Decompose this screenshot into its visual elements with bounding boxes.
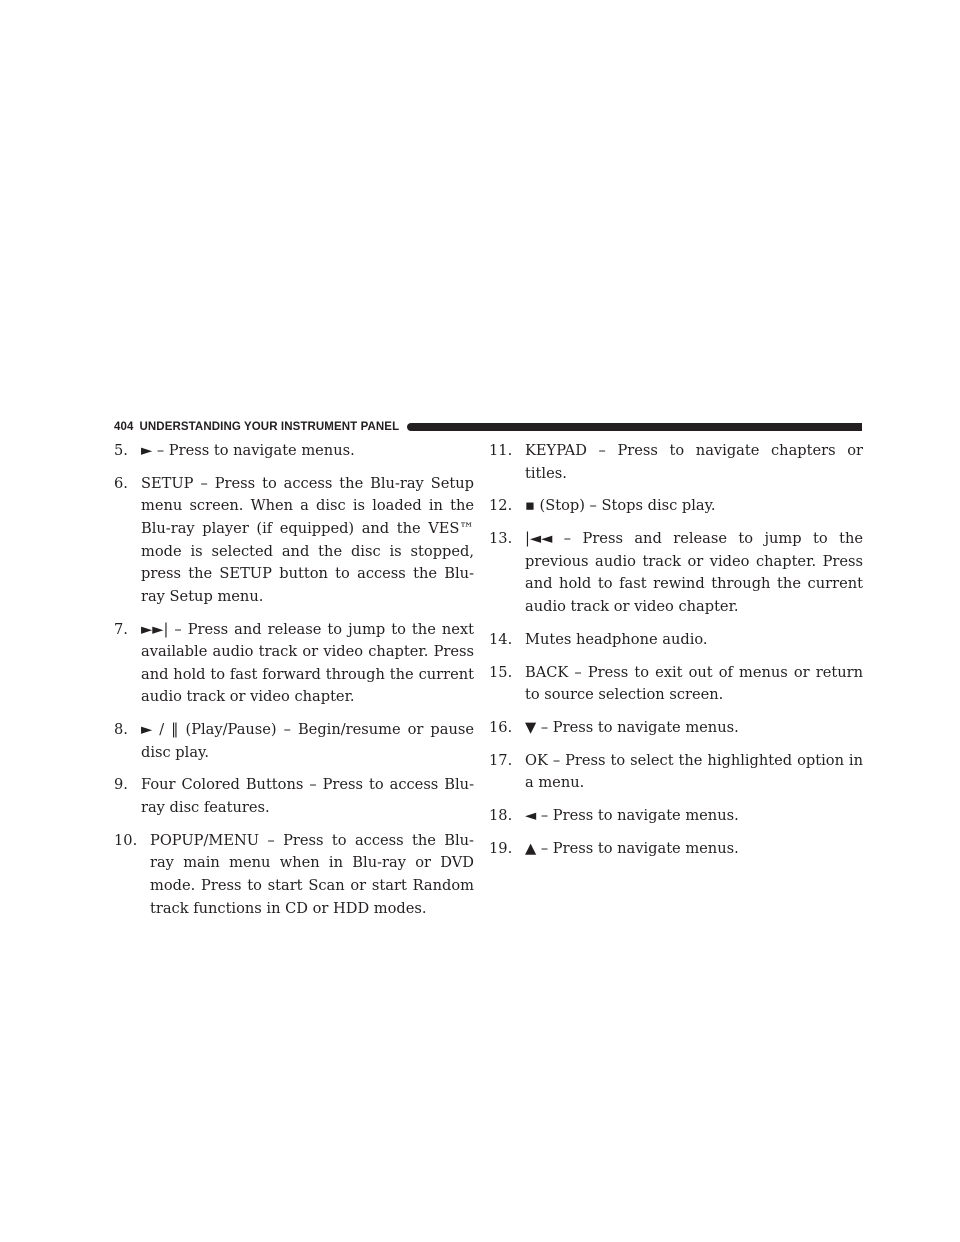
list-item xyxy=(489,750,863,795)
list-item xyxy=(489,629,863,652)
item-number: 12. xyxy=(489,497,513,515)
item-text: ◄ – Press to navigate menus. xyxy=(525,807,739,825)
list-item xyxy=(489,495,863,518)
list-item xyxy=(489,528,863,618)
item-text: OK – Press to select the highlighted option in a menu. xyxy=(525,751,863,792)
item-text: SETUP – Press to access the Blu-ray Setup menu screen. When a disc is loaded in the Blu-ray player (if equipped) and the VES™ mode is selected and the disc is stopped, press the SETUP button to access the Blu-ray Setup menu. xyxy=(141,474,474,605)
list-item xyxy=(114,774,474,819)
item-number: 18. xyxy=(489,807,513,825)
list-item xyxy=(114,830,474,920)
item-text: ▼ – Press to navigate menus. xyxy=(525,718,739,736)
item-number: 7. xyxy=(114,620,128,638)
list-item xyxy=(114,619,474,709)
item-text: ▪ (Stop) – Stops disc play. xyxy=(525,497,716,515)
item-number: 14. xyxy=(489,630,513,648)
item-number: 6. xyxy=(114,474,128,492)
item-number: 9. xyxy=(114,776,128,794)
item-text: Four Colored Buttons – Press to access Blu-ray disc features. xyxy=(141,776,474,817)
item-number: 13. xyxy=(489,530,513,548)
item-number: 17. xyxy=(489,751,513,769)
item-text: ► / ‖ (Play/Pause) – Begin/resume or pause disc play. xyxy=(141,721,474,761)
list-item xyxy=(489,805,863,828)
list-item xyxy=(114,719,474,764)
list-item xyxy=(489,838,863,861)
left-column xyxy=(114,440,474,930)
list-item xyxy=(114,473,474,609)
item-text: Mutes headphone audio. xyxy=(525,630,708,648)
list-item xyxy=(114,440,474,463)
item-text: BACK – Press to exit out of menus or return to source selection screen. xyxy=(525,663,863,704)
item-number: 16. xyxy=(489,718,513,736)
section-title: UNDERSTANDING YOUR INSTRUMENT PANEL xyxy=(139,421,400,433)
item-number: 11. xyxy=(489,442,513,459)
item-number: 15. xyxy=(489,663,513,681)
right-column xyxy=(489,440,863,871)
item-number: 19. xyxy=(489,839,513,857)
item-text: ▲ – Press to navigate menus. xyxy=(525,839,739,857)
item-number: 10. xyxy=(114,831,138,849)
list-item xyxy=(489,717,863,740)
item-text: ► – Press to navigate menus. xyxy=(141,442,355,459)
item-text: |◄◄ – Press and release to jump to the previous audio track or video chapter. Press and hold to fast rewind through the current audio track or video chapter. xyxy=(525,530,863,615)
item-text: POPUP/MENU – Press to access the Blu-ray main menu when in Blu-ray or DVD mode. Press to start Scan or start Random track functions in CD or HDD modes. xyxy=(150,831,474,917)
list-item xyxy=(489,662,863,707)
item-number: 5. xyxy=(114,442,128,459)
page-header xyxy=(114,419,862,435)
item-text: ►►| – Press and release to jump to the next available audio track or video chapter. Press and hold to fast forward through the current audio track or video chapter. xyxy=(141,620,474,706)
page-number: 404 xyxy=(114,421,134,433)
header-rule xyxy=(407,423,862,431)
item-number: 8. xyxy=(114,721,128,739)
item-text: KEYPAD – Press to navigate chapters or titles. xyxy=(525,442,863,482)
list-item xyxy=(489,440,863,485)
